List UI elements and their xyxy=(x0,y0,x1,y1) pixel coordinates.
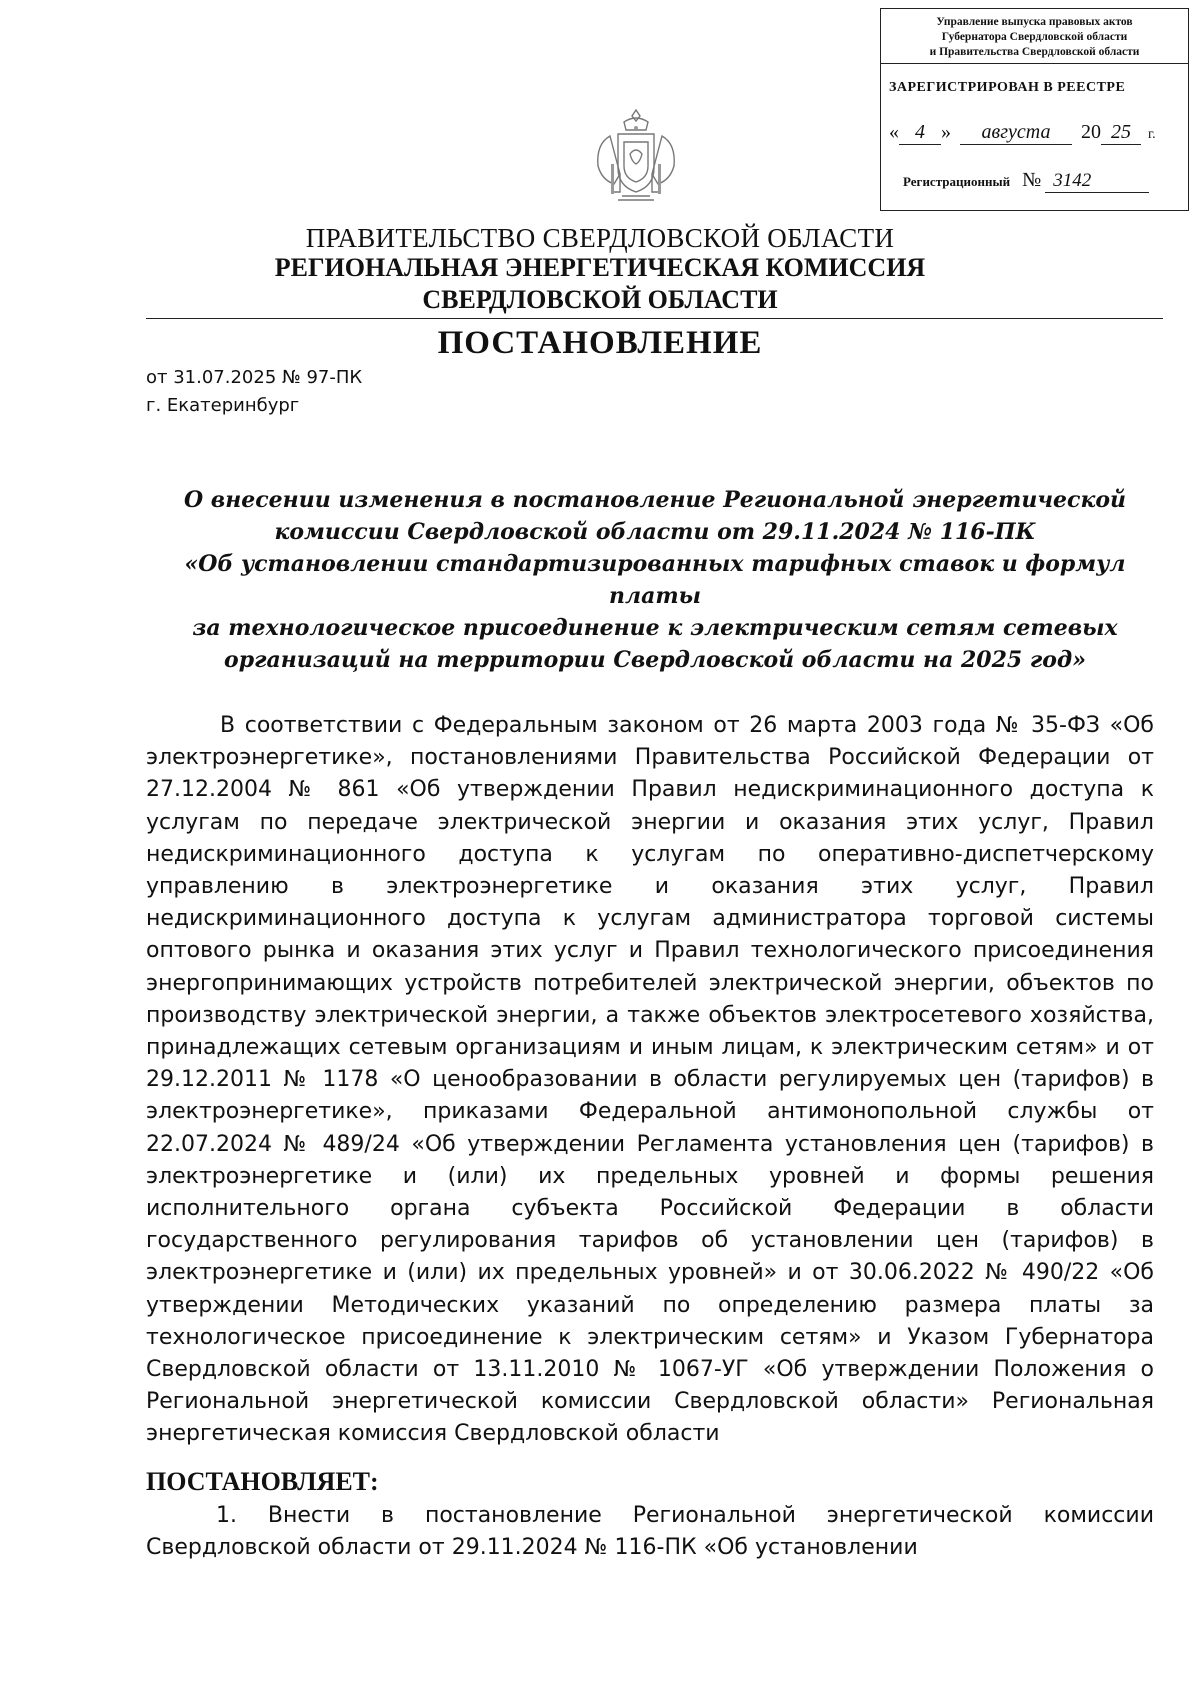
document-date-number: от 31.07.2025 № 97-ПК xyxy=(146,367,363,388)
stamp-header-line: Управление выпуска правовых актов xyxy=(936,16,1133,28)
registration-stamp xyxy=(880,8,1189,211)
stamp-header-line: Губернатора Свердловской области xyxy=(941,31,1128,43)
stamp-number-sign: № xyxy=(1022,169,1042,191)
document-city: г. Екатеринбург xyxy=(146,395,300,416)
stamp-date-year: 25 xyxy=(1101,121,1141,145)
stamp-date-year-prefix: 20 xyxy=(1081,121,1101,143)
stamp-date-month: августа xyxy=(960,121,1072,145)
title-line: организаций на территории Свердловской области на 2025 год» xyxy=(224,647,1086,673)
stamp-header xyxy=(881,9,1188,64)
stamp-date-suffix: г. xyxy=(1148,127,1156,142)
document-meta xyxy=(146,364,362,420)
stamp-reg-number: 3142 xyxy=(1045,170,1149,193)
title-line: «Об установлении стандартизированных тарифных ставок и формул платы xyxy=(184,551,1126,609)
stamp-reg-label: Регистрационный xyxy=(903,174,1011,189)
header-divider xyxy=(146,318,1163,319)
coat-of-arms-emblem xyxy=(588,106,684,206)
government-name: ПРАВИТЕЛЬСТВО СВЕРДЛОВСКОЙ ОБЛАСТИ xyxy=(305,223,895,253)
resolves-heading: ПОСТАНОВЛЯЕТ: xyxy=(146,1467,379,1496)
document-type: ПОСТАНОВЛЕНИЕ xyxy=(437,325,763,361)
stamp-registered-label: ЗАРЕГИСТРИРОВАН В РЕЕСТРЕ xyxy=(889,80,1126,95)
stamp-date-day: 4 xyxy=(899,121,941,145)
commission-name-line2: СВЕРДЛОВСКОЙ ОБЛАСТИ xyxy=(422,285,778,314)
resolution-item-1: 1. Внести в постановление Региональной энергетической комиссии Свердловской области от 29.11.2024 № 116-ПК «Об установлении xyxy=(146,1503,1154,1560)
stamp-header-line: и Правительства Свердловской области xyxy=(929,46,1140,58)
title-line: за технологическое присоединение к электрическим сетям сетевых xyxy=(192,615,1118,641)
title-line: комиссии Свердловской области от 29.11.2024 № 116-ПК xyxy=(274,519,1036,545)
stamp-date: « 4 » августа 20 25 г. xyxy=(889,121,1156,143)
document-title xyxy=(140,484,1170,676)
title-line: О внесении изменения в постановление Региональной энергетической xyxy=(183,487,1126,513)
commission-name-line1: РЕГИОНАЛЬНАЯ ЭНЕРГЕТИЧЕСКАЯ КОМИССИЯ xyxy=(274,253,926,282)
preamble-paragraph: В соответствии с Федеральным законом от 26 марта 2003 года № 35-ФЗ «Об электроэнергетике», постановлениями Правительства Российской Федерации от 27.12.2004 № 861 «Об утверждении Правил недискриминационного доступа к услугам по передаче электрической энергии и оказания этих услуг, Правил недискриминационного доступа к услугам по оперативно-диспетчерскому управлению в электроэнергетике и оказания этих услуг, Правил недискриминационного доступа к услугам администратора торговой системы оптового рынка и оказания этих услуг и Правил технологического присоединения энергопринимающих устройств потребителей электрической энергии, объектов по производству электрической энергии, а также объектов электросетевого хозяйства, принадлежащих сетевым организациям и иным лицам, к электрическим сетям» и от 29.12.2011 № 1178 «О ценообразовании в области регулируемых цен (тарифов) в электроэнергетике», приказами Федеральной антимонопольной службы от 22.07.2024 № 489/24 «Об утверждении Регламента установления цен (тарифов) в электроэнергетике и (или) их предельных уровней и формы решения исполнительного органа субъекта Российской Федерации в области государственного регулирования тарифов об установлении цен (тарифов) в электроэнергетике и (или) их предельных уровней» и от 30.06.2022 № 490/22 «Об утверждении Методических указаний по определению размера платы за технологическое присоединение к электрическим сетям» и Указом Губернатора Свердловской области от 13.11.2010 № 1067-УГ «Об утверждении Положения о Региональной энергетической комиссии Свердловской области» Региональная энергетическая комиссия Свердловской области xyxy=(146,713,1154,1447)
stamp-registration-number xyxy=(903,169,1149,193)
